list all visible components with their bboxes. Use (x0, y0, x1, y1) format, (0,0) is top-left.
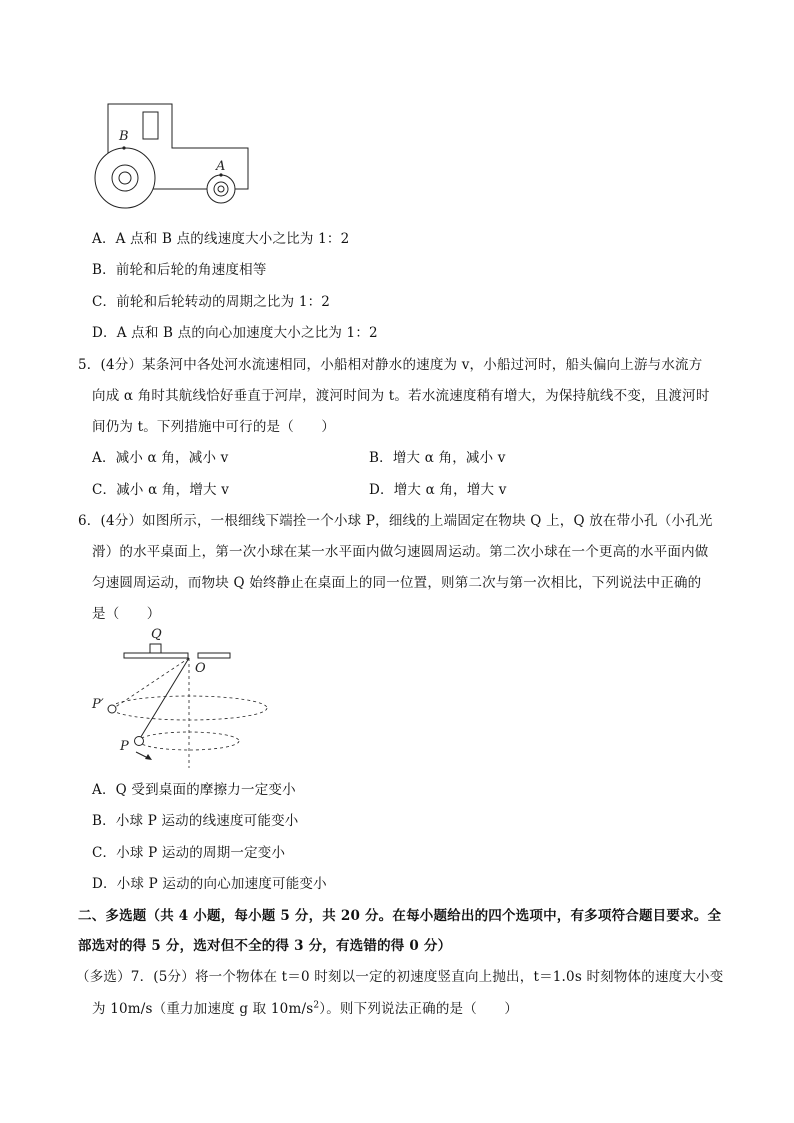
q7-stem-line1: （多选）7．(5分）将一个物体在 t＝0 时刻以一定的初速度竖直向上抛出，t＝1.0s 时刻物体的速度大小变 (76, 969, 724, 985)
q7-stem-line2 (92, 997, 518, 1017)
q7-stem-line2-pre: 为 10m/s（重力加速度 g 取 10m/s (92, 1001, 314, 1017)
conical-pendulum-figure (88, 622, 273, 772)
q5-stem-line1: 5．(4分）某条河中各处河水流速相同，小船相对静水的速度为 v，小船过河时，船头偏向上游与水流方 (78, 357, 703, 373)
section-2-heading-line2: 部选对的得 5 分，选对但不全的得 3 分，有选错的得 0 分） (78, 938, 452, 954)
q6-stem-line1: 6．(4分）如图所示，一根细线下端拴一个小球 P，细线的上端固定在物块 Q 上，Q 放在带小孔（小孔光 (78, 513, 713, 529)
label-q: Q (151, 627, 162, 642)
q5-option-c: C．减小 α 角，增大 v (92, 482, 230, 498)
q7-stem-line2-post: ）。则下列说法正确的是（ ） (319, 1001, 519, 1017)
q6-option-c: C．小球 P 运动的周期一定变小 (92, 845, 286, 861)
q5-option-d: D．增大 α 角，增大 v (369, 482, 507, 498)
q6-stem-line2: 滑）的水平桌面上，第一次小球在某一水平面内做匀速圆周运动。第二次小球在一个更高的水平面内做 (92, 544, 709, 560)
q6-stem-line4: 是（ ） (92, 606, 161, 622)
q6-option-b: B．小球 P 运动的线速度可能变小 (92, 813, 299, 829)
q5-option-b: B．增大 α 角，减小 v (369, 450, 506, 466)
q5-stem-line3: 间仍为 t。下列措施中可行的是（ ） (92, 419, 336, 435)
section-2-heading-line1: 二、多选题（共 4 小题，每小题 5 分，共 20 分。在每小题给出的四个选项中，有多项符合题目要求。全 (78, 908, 722, 924)
label-b: B (119, 129, 129, 144)
q4-option-a: A．A 点和 B 点的线速度大小之比为 1：2 (92, 231, 350, 247)
q6-option-d: D．小球 P 运动的向心加速度可能变小 (92, 876, 327, 892)
q5-stem-line2: 向成 α 角时其航线恰好垂直于河岸，渡河时间为 t。若水流速度稍有增大，为保持航线不变，且渡河时 (92, 388, 710, 404)
label-p-prime: P′ (92, 697, 104, 712)
tractor-figure (90, 100, 255, 210)
q6-stem-line3: 匀速圆周运动，而物块 Q 始终静止在桌面上的同一位置，则第二次与第一次相比，下列说法中正确的 (92, 575, 702, 591)
label-a: A (216, 159, 226, 174)
q4-option-c: C．前轮和后轮转动的周期之比为 1：2 (92, 294, 331, 310)
q4-option-d: D．A 点和 B 点的向心加速度大小之比为 1：2 (92, 325, 378, 341)
label-p: P (120, 739, 129, 754)
q6-option-a: A．Q 受到桌面的摩擦力一定变小 (92, 782, 296, 798)
label-o: O (195, 661, 206, 676)
q5-option-a: A．减小 α 角，减小 v (92, 450, 229, 466)
q7-superscript: 2 (313, 1000, 320, 1011)
q4-option-b: B．前轮和后轮的角速度相等 (92, 262, 267, 278)
